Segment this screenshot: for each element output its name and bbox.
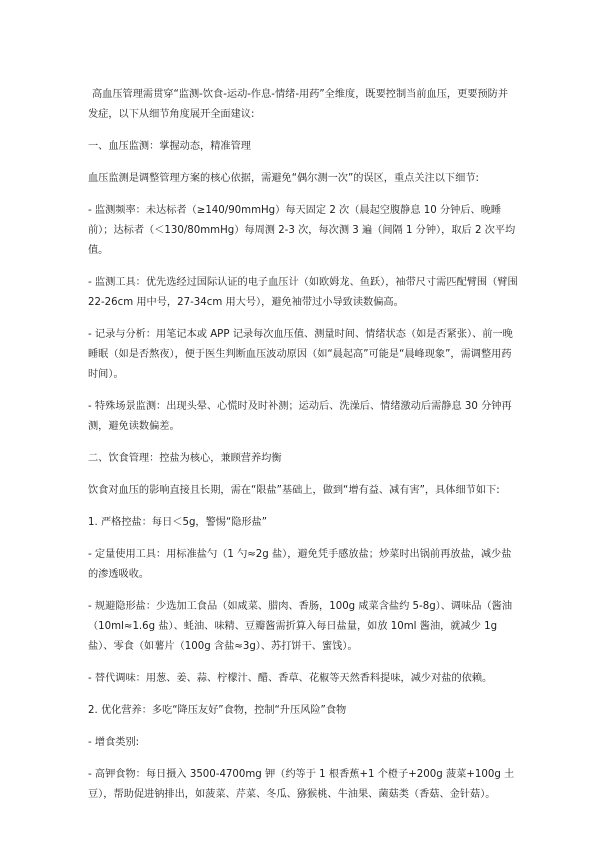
list-item-increase-food-types: - 增食类别:: [88, 737, 140, 748]
subsection-2-1-heading: 1. 严格控盐：每日＜5g，警惕“隐形盐”: [88, 517, 268, 528]
section-2-lead: 饮食对血压的影响直接且长期，需在“限盐”基础上，做到“增有益、减有害”，具体细节如下:: [88, 485, 500, 496]
section-2-heading: 二、饮食管理：控盐为核心，兼顾营养均衡: [88, 453, 282, 464]
list-item-monitor-tool: - 监测工具：优先选经过国际认证的电子血压计（如欧姆龙、鱼跃），袖带尺寸需匹配臂围（臂围 22-26cm 用中号，27-34cm 用大号），避免袖带过小导致读数偏高。: [88, 277, 518, 308]
list-item-high-potassium: - 高钾食物：每日摄入 3500-4700mg 钾（约等于 1 根香蕉+1 个橙子+200g 菠菜+100g 土豆），帮助促进钠排出，如菠菜、芹菜、冬瓜、猕猴桃、牛油果、菌菇类（香菇、金针菇）。: [88, 769, 515, 800]
list-item-special-scenarios: - 特殊场景监测：出现头晕、心慌时及时补测；运动后、洗澡后、情绪激动后需静息 30 分钟再测，避免读数偏差。: [88, 401, 512, 432]
document-body: [88, 85, 518, 817]
list-item-record-analysis: - 记录与分析：用笔记本或 APP 记录每次血压值、测量时间、情绪状态（如是否紧张）、前一晚睡眠（如是否熬夜），便于医生判断血压波动原因（如“晨起高”可能是“晨峰现象”，需调整用药时间）。: [88, 329, 513, 380]
list-item-salt-tool: - 定量使用工具：用标准盐勺（1 勺≈2g 盐），避免凭手感放盐；炒菜时出锅前再放盐，减少盐的渗透吸收。: [88, 549, 512, 580]
list-item-hidden-salt: - 规避隐形盐：少选加工食品（如咸菜、腊肉、香肠，100g 咸菜含盐约 5-8g）、调味品（酱油（10ml≈1.6g 盐）、蚝油、味精、豆瓣酱需折算入每日盐量，如放 10ml 酱油，就减少 1g 盐）、零食（如薯片（100g 含盐≈3g）、苏打饼干、蜜饯）。: [88, 601, 513, 652]
list-item-alternative-seasoning: - 替代调味：用葱、姜、蒜、柠檬汁、醋、香草、花椒等天然香料提味，减少对盐的依赖。: [88, 673, 493, 684]
intro-paragraph: 高血压管理需贯穿“监测-饮食-运动-作息-情绪-用药”全维度，既要控制当前血压，更要预防并发症，以下从细节角度展开全面建议:: [88, 89, 509, 120]
subsection-2-2-heading: 2. 优化营养：多吃“降压友好”食物，控制“升压风险”食物: [88, 705, 347, 716]
list-item-monitor-frequency: - 监测频率：未达标者（≥140/90mmHg）每天固定 2 次（晨起空腹静息 10 分钟后、晚睡前）；达标者（＜130/80mmHg）每周测 2-3 次，每次测 3 遍（间隔 1 分钟），取后 2 次平均值。: [88, 205, 516, 256]
section-1-lead: 血压监测是调整管理方案的核心依据，需避免“偶尔测一次”的误区，重点关注以下细节:: [88, 173, 479, 184]
section-1-heading: 一、血压监测：掌握动态，精准管理: [88, 141, 251, 152]
